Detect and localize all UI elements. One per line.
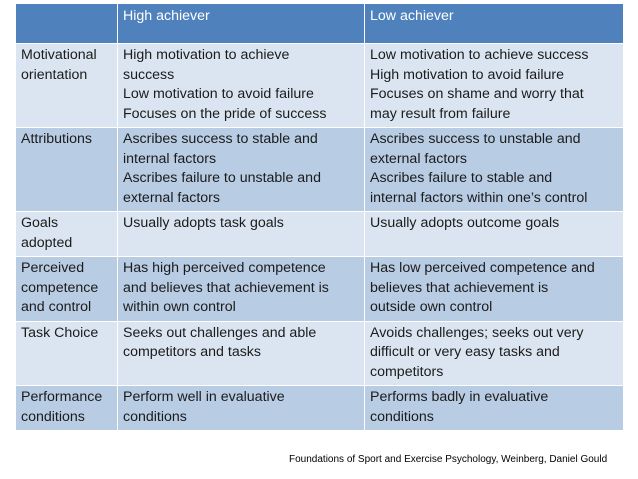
row-label-line: competence [21, 279, 99, 296]
source-citation: Foundations of Sport and Exercise Psychology, Weinberg, Daniel Gould [289, 454, 608, 465]
high-achiever-cell [118, 257, 365, 322]
row-label [16, 212, 118, 257]
high-achiever-cell [118, 128, 365, 212]
low-achiever-cell [365, 386, 624, 431]
row-label [16, 257, 118, 322]
header-high-achiever: High achiever [118, 4, 365, 44]
cell-line: Low motivation to achieve success [370, 47, 589, 63]
low-achiever-cell [365, 257, 624, 322]
header-low-achiever: Low achiever [365, 4, 624, 44]
row-label-line: Motivational [21, 47, 97, 63]
row-label-line: and control [21, 299, 92, 315]
header-empty [16, 4, 118, 44]
cell-line: Usually adopts outcome goals [370, 215, 560, 231]
cell-line: Ascribes failure to stable and [370, 170, 553, 186]
row-label [16, 321, 118, 386]
table-row [16, 386, 624, 431]
table-row [16, 44, 624, 128]
table-row [16, 321, 624, 386]
cell-line: competitors and tasks [123, 344, 261, 360]
row-label [16, 44, 118, 128]
cell-line: Perform well in evaluative [123, 389, 285, 405]
cell-line: Performs badly in evaluative [370, 389, 549, 405]
row-label [16, 386, 118, 431]
cell-line: Seeks out challenges and able [123, 324, 317, 341]
cell-line: Avoids challenges; seeks out very [370, 324, 584, 341]
cell-line: outside own control [370, 299, 493, 315]
cell-line: Has low perceived competence and [370, 260, 595, 276]
low-achiever-cell [365, 44, 624, 128]
cell-line: conditions [123, 408, 187, 425]
cell-line: success [123, 66, 175, 83]
cell-line: may result from failure [370, 105, 511, 122]
cell-line: Ascribes failure to unstable and [123, 170, 321, 186]
high-achiever-cell [118, 212, 365, 257]
cell-line: internal factors [123, 150, 217, 167]
table-row [16, 257, 624, 322]
cell-line: believes that achievement is [370, 279, 549, 296]
cell-line: Usually adopts task goals [123, 215, 284, 231]
row-label [16, 128, 118, 212]
low-achiever-cell [365, 212, 624, 257]
row-label-line: adopted [21, 234, 73, 251]
row-label-line: Task Choice [21, 324, 99, 341]
table-row [16, 212, 624, 257]
row-label-line: Attributions [21, 131, 92, 147]
low-achiever-cell [365, 321, 624, 386]
comparison-table-container [15, 3, 623, 431]
cell-line: Focuses on shame and worry that [370, 86, 584, 102]
high-achiever-cell [118, 386, 365, 431]
cell-line: and believes that achievement is [123, 279, 329, 296]
cell-line: internal factors within one’s control [370, 189, 588, 206]
cell-line: High motivation to achieve [123, 47, 290, 63]
cell-line: Has high perceived competence [123, 260, 326, 276]
achiever-comparison-table [15, 3, 624, 431]
row-label-line: orientation [21, 66, 88, 83]
row-label-line: Perceived [21, 260, 85, 276]
high-achiever-cell [118, 321, 365, 386]
header-row [16, 4, 624, 44]
cell-line: Low motivation to avoid failure [123, 86, 314, 102]
cell-line: conditions [370, 408, 434, 425]
cell-line: Focuses on the pride of success [123, 105, 327, 122]
row-label-line: Performance [21, 389, 103, 405]
row-label-line: Goals [21, 215, 59, 231]
row-label-line: conditions [21, 408, 85, 425]
table-row [16, 128, 624, 212]
cell-line: Ascribes success to stable and [123, 131, 318, 147]
low-achiever-cell [365, 128, 624, 212]
cell-line: external factors [370, 150, 467, 167]
high-achiever-cell [118, 44, 365, 128]
cell-line: within own control [123, 299, 236, 315]
cell-line: difficult or very easy tasks and [370, 344, 560, 360]
cell-line: external factors [123, 189, 220, 206]
cell-line: competitors [370, 363, 444, 380]
cell-line: High motivation to avoid failure [370, 66, 564, 83]
cell-line: Ascribes success to unstable and [370, 131, 581, 147]
